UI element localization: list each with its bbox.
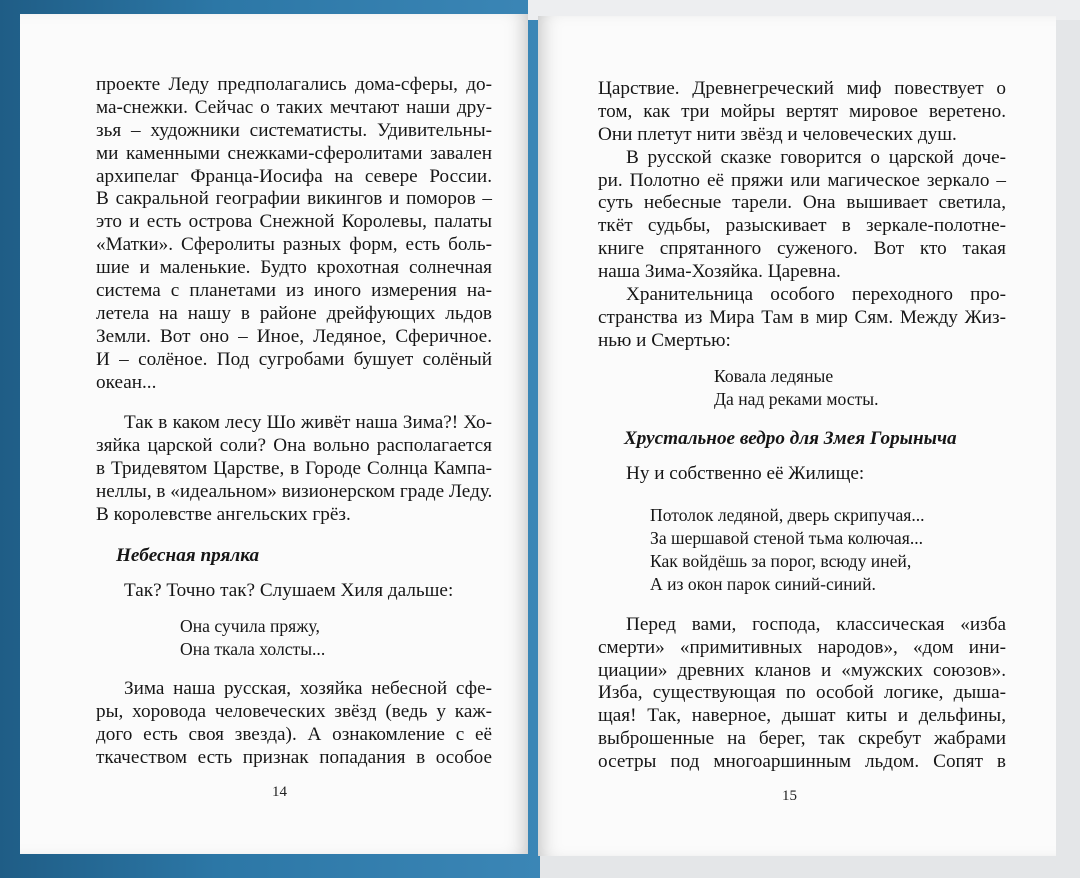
- verse-line: За шершавой стеной тьма колючая...: [650, 528, 924, 549]
- text-line: океан...: [96, 371, 157, 393]
- text-line: суть небесные тарели. Она вышивает светила,: [598, 192, 1006, 214]
- text-line: архипелаг Франца-Иосифа на севере России.: [96, 165, 492, 187]
- text-line: летела на нашу в районе дрейфующих льдов: [96, 302, 492, 324]
- text-line: Зима наша русская, хозяйка небесной сфе-: [124, 678, 492, 700]
- text-line: Изба, существующая по особой логике, дыша-: [598, 682, 1006, 704]
- text-line: осетры под многоаршинным льдом. Сопят в: [598, 751, 1006, 773]
- paragraph: [598, 78, 1006, 147]
- text-line: книге спрятанного суженого. Вот кто такая: [598, 238, 1006, 260]
- text-line: ми каменными снежками-сферолитами завален: [96, 142, 492, 164]
- right-page: [538, 16, 1056, 856]
- text-line: нью и Смертью:: [598, 329, 731, 351]
- text-line: неллы, в «идеальном» визионерском граде Леду.: [96, 481, 493, 503]
- text-line: щая! Так, наверное, дышат киты и дельфины,: [598, 705, 1006, 727]
- text-line: В сакральной географии викингов и поморов –: [96, 188, 492, 210]
- paragraph: [598, 614, 1006, 774]
- text-line: ткёт судьбы, разыскивает в зеркале-полотне-: [598, 215, 1006, 237]
- page-number: 15: [782, 788, 797, 804]
- text-line: это и есть острова Снежной Королевы, палаты: [96, 211, 492, 233]
- section-heading: Хрустальное ведро для Змея Горыныча: [624, 428, 957, 450]
- verse-block: [598, 504, 1006, 596]
- text-line: циации» древних кланов и «мужских союзов».: [598, 659, 1006, 681]
- page-number: 14: [272, 784, 287, 800]
- text-line: дого есть своя звезда). А ознакомление с её: [96, 724, 492, 746]
- text-line: зья – художники систематисты. Удивительны-: [96, 119, 492, 141]
- verse-line: Она сучила пряжу,: [180, 615, 320, 636]
- paragraph: [598, 147, 1006, 284]
- verse-line: Она ткала холсты...: [180, 638, 326, 659]
- text-line: Перед вами, господа, классическая «изба: [626, 613, 1006, 635]
- verse-line: Да над реками мосты.: [714, 388, 879, 409]
- text-line: Земли. Вот оно – Иное, Ледяное, Сферичное.: [96, 325, 492, 347]
- text-line: Так в каком лесу Шо живёт наша Зима?! Хо-: [124, 412, 492, 434]
- verse-line: Потолок ледяной, дверь скрипучая...: [650, 505, 925, 526]
- text-line: том, как три мойры вертят мировое веретено.: [598, 100, 1006, 122]
- right-page-text: [598, 78, 1006, 774]
- text-line: Ну и собственно её Жилище:: [626, 463, 865, 485]
- text-line: система с планетами из иного измерения на-: [96, 280, 492, 302]
- text-line: ри. Полотно её пряжи или магическое зеркало –: [598, 169, 1006, 191]
- verse-line: Ковала ледяные: [714, 365, 834, 386]
- text-line: выброшенные на берег, так скребут жабрами: [598, 728, 1006, 750]
- verse-line: Как войдёшь за порог, всюду иней,: [650, 551, 912, 572]
- text-line: В русской сказке говорится о царской доче-: [626, 146, 1006, 168]
- text-line: ры, хоровода человеческих звёзд (ведь у каж-: [96, 701, 492, 723]
- text-line: И – солёное. Под сугробами бушует солёный: [96, 348, 492, 370]
- verse-line: А из окон парок синий-синий.: [650, 573, 876, 594]
- text-line: смерти» «примитивных народов», «дом ини-: [598, 636, 1006, 658]
- text-line: наша Зима-Хозяйка. Царевна.: [598, 261, 841, 283]
- paragraph: [96, 74, 492, 394]
- text-line: зяйка царской соли? Она вольно располагается: [96, 435, 492, 457]
- text-line: ма-снежки. Сейчас о таких мечтают наши дру-: [96, 96, 492, 118]
- verse-block: [598, 365, 1006, 411]
- left-page-text: [96, 74, 492, 770]
- text-line: ткачеством есть признак попадания в особое: [96, 747, 492, 769]
- text-line: Царствие. Древнегреческий миф повествует о: [598, 78, 1006, 99]
- paragraph: [598, 284, 1006, 353]
- text-line: шие и маленькие. Будто крохотная солнечная: [96, 257, 492, 279]
- text-line: «Матки». Сферолиты разных форм, есть боль-: [96, 234, 492, 256]
- text-line: В королевстве ангельских грёз.: [96, 504, 351, 526]
- left-page: [20, 14, 528, 854]
- text-line: Так? Точно так? Слушаем Хиля дальше:: [124, 579, 454, 601]
- paragraph: [96, 412, 492, 526]
- text-line: в Тридевятом Царстве, в Городе Солнца Кампа-: [96, 458, 492, 480]
- text-line: Хранительница особого переходного про-: [626, 284, 1006, 306]
- section-heading: Небесная прялка: [116, 544, 260, 566]
- paragraph: [96, 678, 492, 770]
- text-line: Они плетут нити звёзд и человеческих душ.: [598, 123, 957, 145]
- verse-block: [96, 615, 492, 661]
- text-line: проекте Леду предполагались дома-сферы, до-: [96, 74, 492, 95]
- text-line: странства из Мира Там в мир Сям. Между Жиз-: [598, 306, 1006, 328]
